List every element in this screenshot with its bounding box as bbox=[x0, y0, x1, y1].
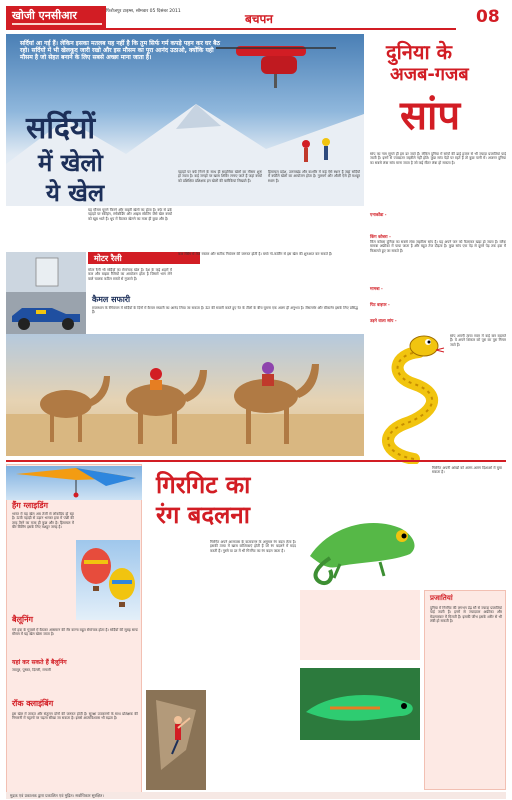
winter-intro-text: सर्दियां आ गई हैं। लेकिन इसका मतलब यह नहीं है कि तुम सिर्फ गर्म कपड़े पहन कर घर बैठ रहो। सर्दियों में भी खेलकूद जारी रखो और इस मौसम का पूरा आनंद उठाओ, क्योंकि यही मौसम है जो सेहत बनाने के लिए सबसे अच्छा माना जाता है। bbox=[20, 40, 220, 62]
winter-headline-3: ये खेल bbox=[46, 179, 105, 206]
snake-illustration bbox=[374, 324, 454, 464]
camel-safari-photo bbox=[6, 334, 364, 456]
chameleon-title-2: रंग बदलना bbox=[156, 501, 250, 529]
species-body: दुनिया में गिरगिट की लगभग डेढ़ सौ से ज्यादा प्रजातियां पाई जाती हैं। इनमें से ज्यादातर अफ्रीका और मेडागास्कर में मिलती हैं। इसकी जीभ इसके शरीर से भी लंबी हो सकती है। bbox=[430, 606, 502, 623]
rock-climbing-photo bbox=[146, 690, 206, 790]
winter-headline-2: में खेलो bbox=[38, 149, 103, 177]
section-divider bbox=[6, 460, 506, 462]
climber-illustration bbox=[146, 690, 206, 790]
snake-subhead-1: एनाकोंडा - bbox=[370, 212, 387, 217]
brand-name: खोजी एनसीआर bbox=[12, 9, 77, 22]
snake-subhead-2: किंग कोबरा - bbox=[370, 234, 391, 239]
winter-body-col1: यह मौसम घूमने फिरने और बाहरी खेलों का होता है। बर्फ से ढके पहाड़ों पर स्कीइंग, स्नोबोर्डिंग और आइस स्केटिंग जैसे खेल बच्चों को खूब भाते हैं। धूप में बैठकर खेलने का मजा ही कुछ और है। bbox=[88, 208, 172, 221]
snake-title-2: अजब-गजब bbox=[390, 64, 469, 85]
section-title: बचपन bbox=[245, 12, 273, 26]
hot-air-balloons-illustration bbox=[76, 540, 140, 620]
masthead-rule bbox=[106, 28, 456, 30]
snake-body: सांप का नाम सुनते ही हम डर जाते हैं। लेकिन दुनिया में सांपों की ढाई हजार से भी ज्यादा प्रजातियां पाई जाती हैं। इनमें से ज्यादातर जहरीले नहीं होते। कुछ सांप पेड़ों पर रहते हैं तो कुछ पानी में। अजगर दुनिया का सबसे लंबा सांप माना जाता है जो कई मीटर लंबा हो सकता है। bbox=[370, 152, 506, 165]
masthead-meta-line2 bbox=[12, 23, 102, 25]
page-number: 08 bbox=[476, 7, 500, 27]
snake-title-3: सांप bbox=[400, 93, 461, 139]
motor-rally-title: मोटर रैली bbox=[94, 254, 122, 263]
lizard-illustration bbox=[300, 668, 420, 740]
lizard-photo bbox=[300, 668, 420, 740]
hang-glider-illustration bbox=[6, 466, 142, 500]
winter-body-col2: पहाड़ों पर बर्फ गिरने के साथ ही साहसिक खेलों का मौसम शुरू हो जाता है। कई जगहों पर खास शिविर लगाए जाते हैं जहां बच्चों को प्रशिक्षित प्रशिक्षक इन खेलों की बारीकियां सिखाते हैं। bbox=[178, 170, 262, 183]
masthead bbox=[6, 6, 506, 30]
camel-caravan-illustration bbox=[6, 334, 364, 456]
chameleon-caption: गिरगिट अपनी आंखों को अलग-अलग दिशाओं में घुमा सकता है। bbox=[432, 466, 502, 475]
motor-rally-body: मोटर रैली भी सर्दियों का रोमांचक खेल है। देश के कई शहरों में कार और बाइक रैलियों का आयोजन होता है जिसमें भाग लेने वाले चालक कठिन रास्तों से गुजरते हैं। bbox=[88, 268, 172, 281]
snake-subhead-5: उड़ने वाला सांप - bbox=[370, 318, 397, 323]
masthead-meta: फिरोजपुर टाइम्स, सोमवार 05 दिसंबर 2011 bbox=[106, 9, 181, 14]
hang-gliding-title: हैंग ग्लाइडिंग bbox=[12, 501, 49, 510]
winter-body-col3: हिमाचल प्रदेश, उत्तराखंड और कश्मीर में कई ऐसे स्थान हैं जहां सर्दियों में बर्फीले खेलों का आयोजन होता है। गुलमर्ग और औली ऐसे ही मशहूर स्थान हैं। bbox=[268, 170, 360, 183]
winter-headline-1: सर्दियों bbox=[26, 111, 96, 146]
snake-section bbox=[370, 34, 506, 454]
ballooning-body: गर्म हवा के गुब्बारे में बैठकर आसमान की सैर करना बहुत रोमांचक होता है। सर्दियों की सुबह साफ मौसम में यह खेल खेला जाता है। bbox=[12, 628, 138, 637]
camel-safari-title: कैमल सफारी bbox=[92, 295, 131, 304]
racing-car-illustration bbox=[6, 252, 86, 334]
ballooning-places: जयपुर, पुष्कर, दिल्ली, मनाली bbox=[12, 668, 51, 672]
camel-safari-body: राजस्थान के रेगिस्तान में सर्दियों के दिनों में कैमल सफारी का आनंद लिया जा सकता है। ऊंट की सवारी करते हुए रेत के टीलों के बीच घूमना एक अलग ही अनुभव है। जैसलमेर और बीकानेर इसके लिए प्रसिद्ध हैं। bbox=[92, 306, 358, 315]
ballooning-subtitle: यहां कर सकते हैं बैलूनिंग bbox=[12, 659, 67, 666]
snake-body-2: किंग कोबरा दुनिया का सबसे लंबा जहरीला सांप है। यह अपने फन को फैलाकर खड़ा हो जाता है। ब्लैक मामबा अफ्रीका में पाया जाता है और बहुत तेज दौड़ता है। कुछ सांप एक पेड़ से दूसरे पेड़ तक हवा में फिसलते हुए जा सकते हैं। bbox=[370, 240, 506, 253]
rock-climbing-body: इस खेल में ताकत और संतुलन दोनों की जरूरत होती है। सुरक्षा उपकरणों के साथ प्रशिक्षक की निगरानी में चट्टानों पर चढ़ना सीखा जा सकता है। इससे आत्मविश्वास भी बढ़ता है। bbox=[12, 712, 138, 721]
chameleon-title-1: गिरगिट का bbox=[156, 471, 251, 499]
hang-gliding-body: भारत में यह खेल अब तेजी से लोकप्रिय हो रहा है। ऊंची पहाड़ी से उड़ान भरकर हवा में पंछी की तरह तैरने का मजा ही कुछ और है। हिमाचल में बीर बिलिंग इसके लिए मशहूर जगह है। bbox=[12, 512, 74, 529]
rock-climbing-title: रॉक क्लाइंबिंग bbox=[12, 699, 54, 708]
chameleon-body: गिरगिट अपने आसपास के वातावरण के अनुसार रंग बदल लेता है। इसकी त्वचा में खास कोशिकाएं होती हैं जो रंग बदलने में मदद करती हैं। गुस्से या डर में भी गिरगिट का रंग बदल जाता है। bbox=[210, 540, 296, 553]
snake-caption: सांप अपनी त्वचा साल में कई बार बदलते हैं। ये अपने शिकार को पूरा का पूरा निगल जाते हैं। bbox=[450, 334, 506, 347]
chameleon-illustration bbox=[300, 466, 430, 586]
ballooning-title: बैलूनिंग bbox=[12, 615, 34, 624]
chameleon-body-2 bbox=[300, 590, 420, 660]
footer-text: मुद्रक एवं प्रकाशक द्वारा प्रकाशित एवं मुद्रित। सर्वाधिकार सुरक्षित। bbox=[10, 793, 104, 798]
species-subhead: प्रजातियां bbox=[430, 594, 453, 602]
snake-subhead-3: मामबा - bbox=[370, 286, 383, 291]
snake-subhead-4: पिट वाइपर - bbox=[370, 302, 390, 307]
balloon-photo bbox=[76, 540, 140, 620]
motor-rally-body-right: कार रेसिंग में तेज रफ्तार और सटीक नियंत्रण की जरूरत होती है। बच्चे गो-कार्टिंग से इस खेल की शुरुआत कर सकते हैं। bbox=[178, 252, 333, 256]
snake-title-1: दुनिया के bbox=[386, 40, 453, 64]
motor-rally-photo bbox=[6, 252, 86, 334]
glider-photo bbox=[6, 466, 142, 500]
